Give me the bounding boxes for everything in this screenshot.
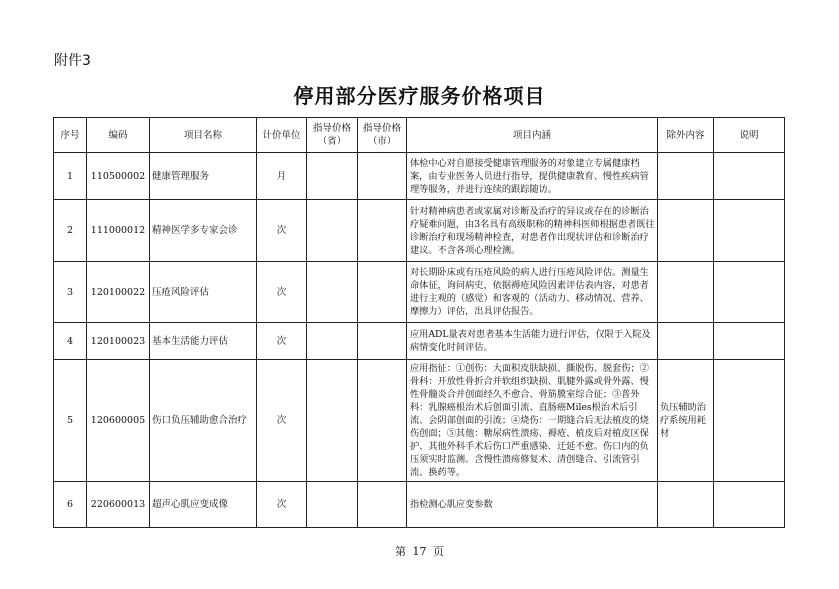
cell-price-province [307, 323, 358, 360]
cell-price-province [307, 153, 358, 200]
header-note: 说明 [714, 118, 785, 153]
cell-note [714, 360, 785, 482]
cell-no: 3 [54, 262, 87, 323]
cell-content: 对长期卧床或有压疮风险的病人进行压疮风险评估。测量生命体征，询问病史，依据褥疮风险因素评估表内容，对患者进行主观的（感觉）和客观的（活动力、移动情况、营养、摩擦力）评估，出具评估报告。 [407, 262, 658, 323]
table-row [54, 153, 785, 200]
document-title: 停用部分医疗服务价格项目 [293, 84, 546, 108]
cell-code: 110500002 [87, 153, 150, 200]
header-content: 项目内涵 [407, 118, 658, 153]
cell-content: 体检中心对自愿接受健康管理服务的对象建立专属健康档案，由专业医务人员进行指导，提供健康教育、慢性疾病管理等服务，并进行连续的跟踪随访。 [407, 153, 658, 200]
cell-price-province [307, 482, 358, 528]
cell-no: 1 [54, 153, 87, 200]
cell-note [714, 482, 785, 528]
cell-price-province [307, 200, 358, 262]
cell-price-province [307, 360, 358, 482]
cell-no: 2 [54, 200, 87, 262]
cell-price-city [358, 482, 407, 528]
cell-content: 针对精神病患者或家属对诊断及治疗的异议或存在的诊断治疗疑难问题，由3名具有高级职称的精神科医师根据患者既往诊断治疗和现场精神检查，对患者作出现状评估和诊断治疗建议。不含各项心理检测。 [407, 200, 658, 262]
cell-unit: 次 [257, 482, 307, 528]
cell-note [714, 262, 785, 323]
cell-unit: 次 [257, 323, 307, 360]
cell-code: 120100022 [87, 262, 150, 323]
cell-code: 120100023 [87, 323, 150, 360]
table-header-row [54, 118, 785, 153]
cell-price-city [358, 153, 407, 200]
cell-name: 精神医学多专家会诊 [150, 200, 257, 262]
table-row [54, 200, 785, 262]
cell-unit: 次 [257, 360, 307, 482]
cell-no: 5 [54, 360, 87, 482]
price-items-table [53, 117, 785, 528]
attachment-label: 附件3 [54, 53, 91, 69]
cell-price-city [358, 200, 407, 262]
header-price-province: 指导价格 （省） [307, 118, 358, 153]
cell-no: 4 [54, 323, 87, 360]
header-price-city: 指导价格 （市） [358, 118, 407, 153]
cell-note [714, 153, 785, 200]
table-row [54, 262, 785, 323]
cell-price-city [358, 323, 407, 360]
cell-no: 6 [54, 482, 87, 528]
table-row [54, 323, 785, 360]
cell-price-city [358, 262, 407, 323]
cell-name: 压疮风险评估 [150, 262, 257, 323]
cell-price-city [358, 360, 407, 482]
header-no: 序号 [54, 118, 87, 153]
cell-unit: 月 [257, 153, 307, 200]
header-exclusion: 除外内容 [658, 118, 714, 153]
cell-exclusion [658, 200, 714, 262]
cell-content: 指检测心肌应变参数 [407, 482, 658, 528]
cell-exclusion [658, 482, 714, 528]
table-row [54, 360, 785, 482]
cell-note [714, 200, 785, 262]
cell-name: 健康管理服务 [150, 153, 257, 200]
cell-exclusion [658, 262, 714, 323]
cell-code: 220600013 [87, 482, 150, 528]
cell-name: 伤口负压辅助愈合治疗 [150, 360, 257, 482]
cell-exclusion [658, 323, 714, 360]
cell-code: 111000012 [87, 200, 150, 262]
header-name: 项目名称 [150, 118, 257, 153]
header-code: 编码 [87, 118, 150, 153]
cell-content: 应用指征：①创伤：大面积皮肤缺损、撕脱伤、脱套伤；②骨科：开放性骨折合并软组织缺损、肌腱外露或骨外露、慢性骨髓炎合并创面经久不愈合、骨筋膜室综合征；③普外科：乳腺癌根治术后创面引流、直肠癌Miles根治术后引流、会阴部创面的引流；④烧伤：一期缝合后无法植皮的烧伤创面；⑤其他：糖尿病性溃疡、褥疮、植皮后对植皮区保护、其他外科手术后伤口严重感染、迁延不愈。伤口内的负压须实时监测。含慢性溃疡修复术、清创缝合、引流管引流、换药等。 [407, 360, 658, 482]
cell-code: 120600005 [87, 360, 150, 482]
cell-name: 基本生活能力评估 [150, 323, 257, 360]
header-unit: 计价单位 [257, 118, 307, 153]
cell-unit: 次 [257, 262, 307, 323]
cell-exclusion [658, 153, 714, 200]
cell-price-province [307, 262, 358, 323]
cell-unit: 次 [257, 200, 307, 262]
cell-note [714, 323, 785, 360]
cell-name: 超声心肌应变成像 [150, 482, 257, 528]
table-row [54, 482, 785, 528]
page-number: 第 17 页 [395, 545, 444, 558]
cell-exclusion: 负压辅助治疗系统用耗材 [658, 360, 714, 482]
cell-content: 应用ADL量表对患者基本生活能力进行评估，仅限于入院及病情变化时间评估。 [407, 323, 658, 360]
